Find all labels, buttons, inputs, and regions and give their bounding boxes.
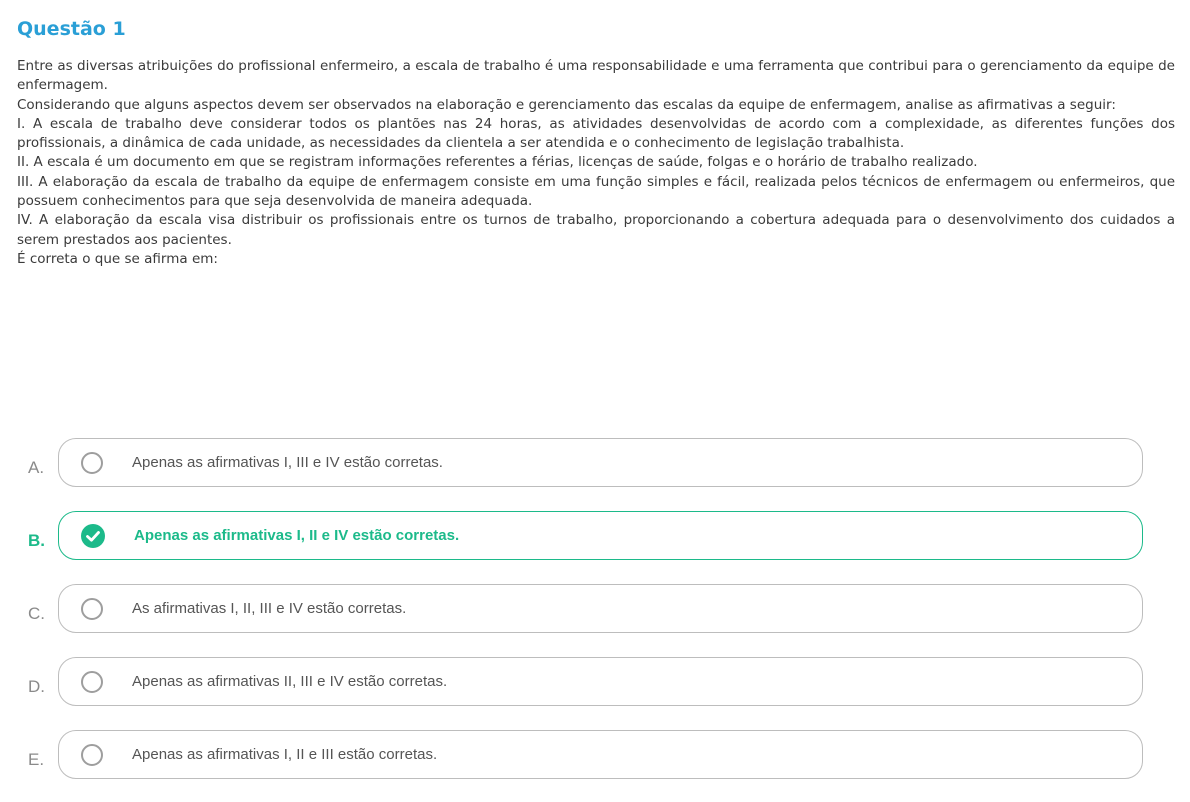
question-paragraph: Entre as diversas atribuições do profissional enfermeiro, a escala de trabalho é uma responsabilidade e uma ferramenta que contribui para o gerenciamento da equipe de enfermagem. [17,58,1175,94]
option-box[interactable] [58,438,1143,487]
radio-empty-icon[interactable] [81,598,103,620]
option-letter: A. [28,457,45,477]
option-a[interactable] [28,437,1143,488]
statement-i: I. A escala de trabalho deve considerar todos os plantões nas 24 horas, as atividades desenvolvidas de acordo com a complexidade, as diferentes funções dos profissionais, a dinâmica de cada unidade, as necessidades da clientela a ser atendida e o conhecimento de legislação trabalhista. [17,115,1175,152]
question-paragraph: Considerando que alguns aspectos devem ser observados na elaboração e gerenciamento das escalas da equipe de enfermagem, analise as afirmativas a seguir: [17,96,1116,113]
option-e[interactable] [28,729,1143,780]
question-statement [17,57,1175,269]
option-text: As afirmativas I, II, III e IV estão corretas. [132,600,407,617]
statement-iii: III. A elaboração da escala de trabalho da equipe de enfermagem consiste em uma função simples e fácil, realizada pelos técnicos de enfermagem ou enfermeiros, que possuem conhecimentos para que seja desenvolvida de maneira adequada. [17,173,1175,210]
option-b[interactable] [28,510,1143,561]
radio-empty-icon[interactable] [81,744,103,766]
option-c[interactable] [28,583,1143,634]
option-box[interactable] [58,511,1143,560]
option-letter: B. [28,530,45,550]
statement-iv: IV. A elaboração da escala visa distribuir os profissionais entre os turnos de trabalho, proporcionando a cobertura adequada para o desenvolvimento dos cuidados a serem prestados aos pacientes. [17,212,1175,248]
option-box[interactable] [58,657,1143,706]
check-circle-icon[interactable] [81,524,105,548]
option-text: Apenas as afirmativas I, II e III estão corretas. [132,746,438,763]
answer-options [28,437,1143,802]
option-d[interactable] [28,656,1143,707]
option-letter: E. [28,749,45,769]
radio-empty-icon[interactable] [81,671,103,693]
option-box[interactable] [58,584,1143,633]
question-title: Questão 1 [17,18,126,40]
option-letter: D. [28,676,45,696]
option-text: Apenas as afirmativas II, III e IV estão corretas. [132,673,448,690]
question-prompt: É correta o que se afirma em: [17,250,218,267]
option-box[interactable] [58,730,1143,779]
statement-ii: II. A escala é um documento em que se registram informações referentes a férias, licenças de saúde, folgas e o horário de trabalho realizado. [17,154,978,171]
option-letter: C. [28,603,45,623]
radio-empty-icon[interactable] [81,452,103,474]
option-text: Apenas as afirmativas I, II e IV estão corretas. [134,527,460,544]
option-text: Apenas as afirmativas I, III e IV estão corretas. [132,454,443,471]
